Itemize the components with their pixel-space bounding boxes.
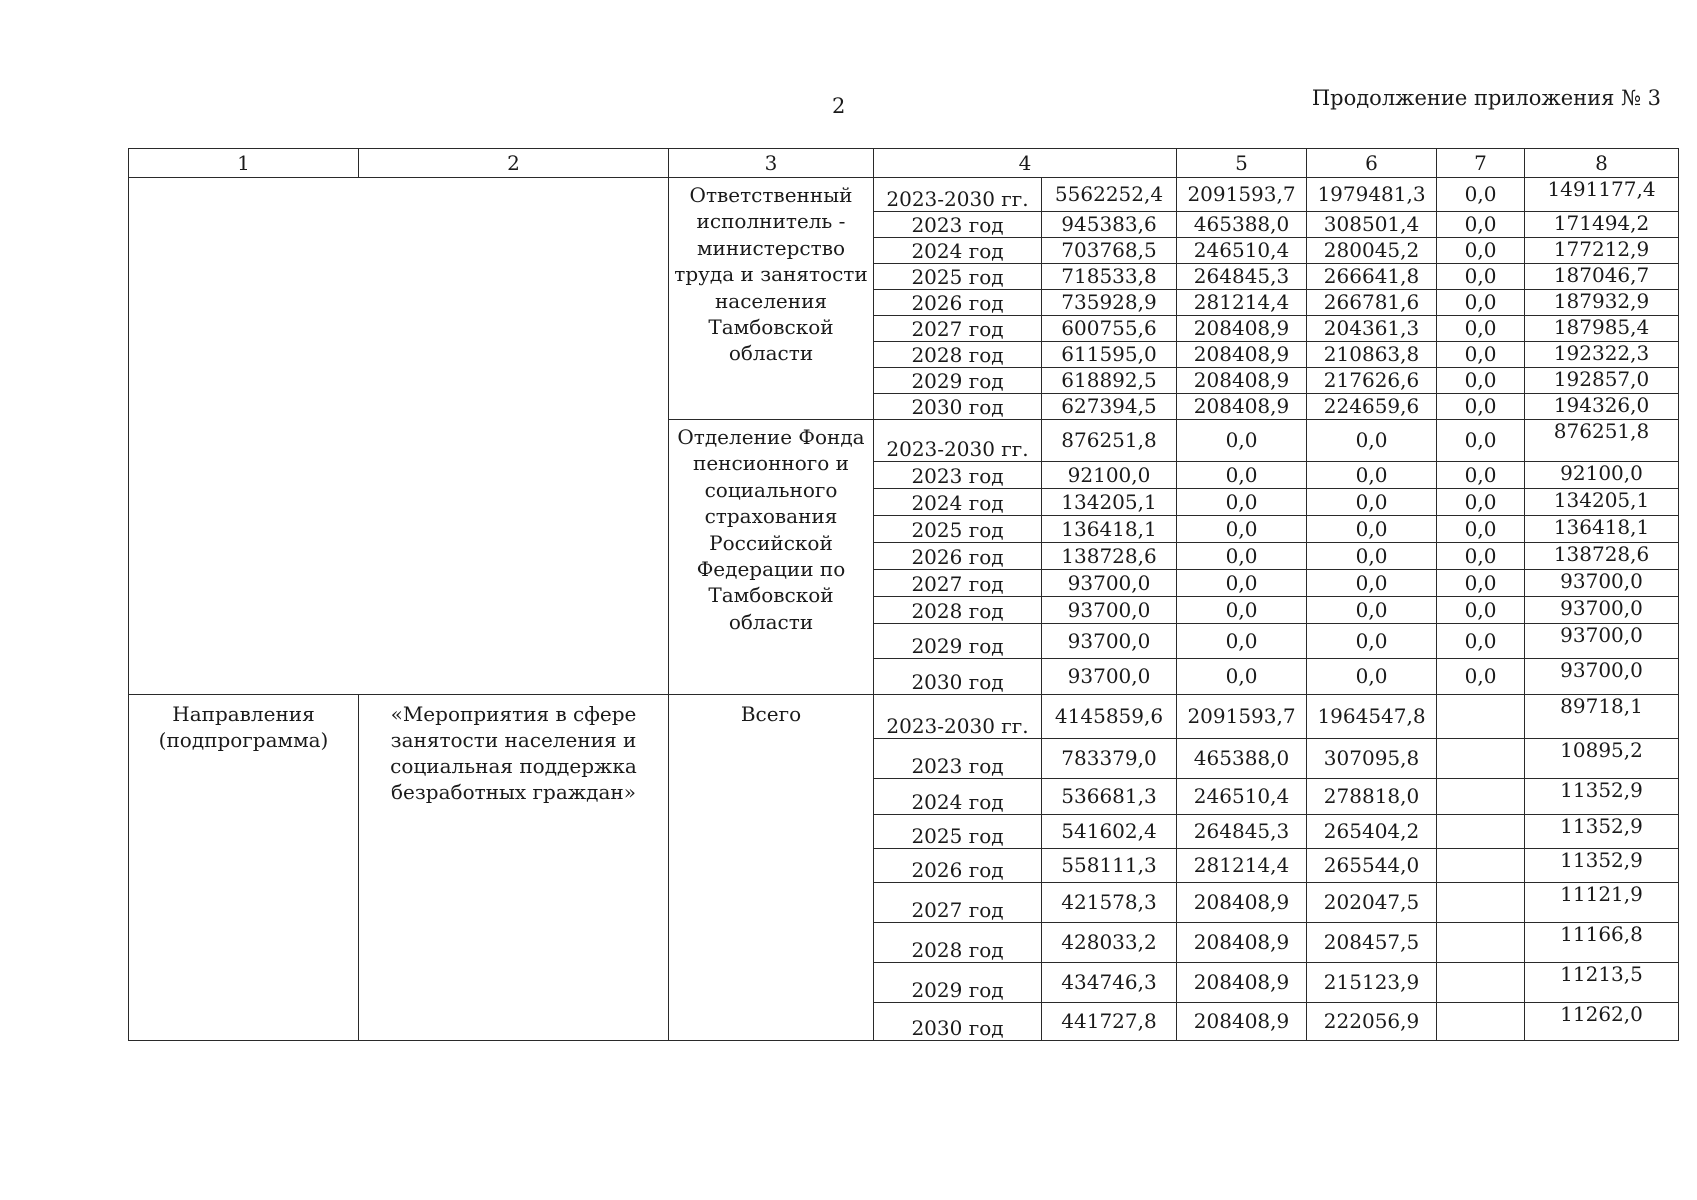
value-cell-col-5: 208408,9 (1177, 923, 1307, 963)
value-cell-col-6: 280045,2 (1307, 238, 1437, 264)
value-cell-col-7: 0,0 (1437, 394, 1525, 420)
period-cell: 2024 год (874, 779, 1042, 815)
value-cell-col-4: 421578,3 (1042, 883, 1177, 923)
column-header-7: 7 (1437, 149, 1525, 178)
period-cell: 2029 год (874, 368, 1042, 394)
value-cell-col-7: 0,0 (1437, 290, 1525, 316)
value-cell-col-4: 876251,8 (1042, 420, 1177, 462)
value-cell-col-4: 945383,6 (1042, 212, 1177, 238)
value-cell-col-8: 194326,0 (1525, 394, 1679, 420)
value-cell-col-7 (1437, 849, 1525, 883)
period-cell: 2027 год (874, 316, 1042, 342)
period-cell: 2030 год (874, 659, 1042, 695)
value-cell-col-6: 0,0 (1307, 570, 1437, 597)
value-cell-col-4: 541602,4 (1042, 815, 1177, 849)
period-cell: 2023-2030 гг. (874, 695, 1042, 739)
funding-table (128, 148, 1679, 1041)
value-cell-col-7 (1437, 883, 1525, 923)
value-cell-col-4: 428033,2 (1042, 923, 1177, 963)
page-number: 2 (832, 94, 846, 118)
subprogram-total-label-cell: Всего (669, 695, 874, 1041)
column-header-6: 6 (1307, 149, 1437, 178)
value-cell-col-4: 735928,9 (1042, 290, 1177, 316)
period-cell: 2024 год (874, 238, 1042, 264)
value-cell-col-7: 0,0 (1437, 178, 1525, 212)
period-cell: 2023-2030 гг. (874, 178, 1042, 212)
value-cell-col-5: 465388,0 (1177, 739, 1307, 779)
value-cell-col-7: 0,0 (1437, 597, 1525, 624)
value-cell-col-5: 208408,9 (1177, 883, 1307, 923)
value-cell-col-7: 0,0 (1437, 543, 1525, 570)
value-cell-col-8: 89718,1 (1525, 695, 1679, 739)
value-cell-col-7: 0,0 (1437, 659, 1525, 695)
table-body (129, 178, 1679, 1041)
period-cell: 2026 год (874, 290, 1042, 316)
value-cell-col-5: 0,0 (1177, 543, 1307, 570)
value-cell-col-6: 0,0 (1307, 489, 1437, 516)
value-cell-col-6: 217626,6 (1307, 368, 1437, 394)
column-header-1: 1 (129, 149, 359, 178)
value-cell-col-5: 465388,0 (1177, 212, 1307, 238)
funding-table-wrapper (128, 148, 1678, 1041)
value-cell-col-7: 0,0 (1437, 462, 1525, 489)
value-cell-col-8: 93700,0 (1525, 624, 1679, 659)
value-cell-col-7 (1437, 695, 1525, 739)
column-header-3: 3 (669, 149, 874, 178)
period-cell: 2025 год (874, 815, 1042, 849)
value-cell-col-7: 0,0 (1437, 624, 1525, 659)
value-cell-col-8: 11352,9 (1525, 779, 1679, 815)
value-cell-col-6: 0,0 (1307, 597, 1437, 624)
value-cell-col-6: 224659,6 (1307, 394, 1437, 420)
value-cell-col-6: 222056,9 (1307, 1003, 1437, 1041)
column-header-8: 8 (1525, 149, 1679, 178)
value-cell-col-8: 177212,9 (1525, 238, 1679, 264)
value-cell-col-5: 208408,9 (1177, 394, 1307, 420)
value-cell-col-6: 0,0 (1307, 659, 1437, 695)
value-cell-col-6: 208457,5 (1307, 923, 1437, 963)
value-cell-col-8: 187985,4 (1525, 316, 1679, 342)
value-cell-col-5: 208408,9 (1177, 1003, 1307, 1041)
value-cell-col-5: 246510,4 (1177, 779, 1307, 815)
value-cell-col-4: 93700,0 (1042, 659, 1177, 695)
period-cell: 2030 год (874, 394, 1042, 420)
value-cell-col-4: 92100,0 (1042, 462, 1177, 489)
value-cell-col-5: 2091593,7 (1177, 695, 1307, 739)
period-cell: 2023 год (874, 462, 1042, 489)
table-row (129, 695, 1679, 739)
value-cell-col-8: 192857,0 (1525, 368, 1679, 394)
value-cell-col-8: 93700,0 (1525, 659, 1679, 695)
subprogram-direction-cell: Направления (подпрограмма) (129, 695, 359, 1041)
period-cell: 2023-2030 гг. (874, 420, 1042, 462)
value-cell-col-8: 11166,8 (1525, 923, 1679, 963)
value-cell-col-6: 202047,5 (1307, 883, 1437, 923)
value-cell-col-8: 11352,9 (1525, 849, 1679, 883)
value-cell-col-7: 0,0 (1437, 489, 1525, 516)
value-cell-col-8: 11213,5 (1525, 963, 1679, 1003)
period-cell: 2029 год (874, 624, 1042, 659)
value-cell-col-4: 93700,0 (1042, 624, 1177, 659)
value-cell-col-8: 11262,0 (1525, 1003, 1679, 1041)
value-cell-col-8: 11352,9 (1525, 815, 1679, 849)
value-cell-col-4: 627394,5 (1042, 394, 1177, 420)
value-cell-col-4: 93700,0 (1042, 597, 1177, 624)
value-cell-col-7 (1437, 1003, 1525, 1041)
value-cell-col-5: 0,0 (1177, 597, 1307, 624)
value-cell-col-4: 441727,8 (1042, 1003, 1177, 1041)
value-cell-col-5: 246510,4 (1177, 238, 1307, 264)
value-cell-col-7: 0,0 (1437, 368, 1525, 394)
value-cell-col-5: 281214,4 (1177, 290, 1307, 316)
value-cell-col-6: 0,0 (1307, 462, 1437, 489)
value-cell-col-7 (1437, 923, 1525, 963)
period-cell: 2027 год (874, 570, 1042, 597)
value-cell-col-5: 0,0 (1177, 462, 1307, 489)
value-cell-col-6: 278818,0 (1307, 779, 1437, 815)
column-number-header-row (129, 149, 1679, 178)
value-cell-col-8: 876251,8 (1525, 420, 1679, 462)
column-header-5: 5 (1177, 149, 1307, 178)
value-cell-col-6: 1964547,8 (1307, 695, 1437, 739)
value-cell-col-8: 134205,1 (1525, 489, 1679, 516)
value-cell-col-7: 0,0 (1437, 342, 1525, 368)
value-cell-col-6: 265544,0 (1307, 849, 1437, 883)
table-row (129, 178, 1679, 212)
value-cell-col-5: 208408,9 (1177, 368, 1307, 394)
value-cell-col-8: 92100,0 (1525, 462, 1679, 489)
value-cell-col-4: 718533,8 (1042, 264, 1177, 290)
value-cell-col-4: 434746,3 (1042, 963, 1177, 1003)
value-cell-col-7 (1437, 815, 1525, 849)
period-cell: 2025 год (874, 516, 1042, 543)
period-cell: 2028 год (874, 342, 1042, 368)
value-cell-col-6: 265404,2 (1307, 815, 1437, 849)
value-cell-col-6: 0,0 (1307, 624, 1437, 659)
value-cell-col-6: 1979481,3 (1307, 178, 1437, 212)
value-cell-col-8: 192322,3 (1525, 342, 1679, 368)
value-cell-col-4: 93700,0 (1042, 570, 1177, 597)
value-cell-col-5: 281214,4 (1177, 849, 1307, 883)
value-cell-col-6: 210863,8 (1307, 342, 1437, 368)
value-cell-col-7: 0,0 (1437, 212, 1525, 238)
column-header-4: 4 (874, 149, 1177, 178)
value-cell-col-7: 0,0 (1437, 264, 1525, 290)
value-cell-col-6: 215123,9 (1307, 963, 1437, 1003)
value-cell-col-4: 618892,5 (1042, 368, 1177, 394)
value-cell-col-4: 134205,1 (1042, 489, 1177, 516)
value-cell-col-5: 208408,9 (1177, 342, 1307, 368)
value-cell-col-8: 138728,6 (1525, 543, 1679, 570)
period-cell: 2023 год (874, 212, 1042, 238)
value-cell-col-7 (1437, 739, 1525, 779)
period-cell: 2026 год (874, 849, 1042, 883)
period-cell: 2026 год (874, 543, 1042, 570)
value-cell-col-8: 187932,9 (1525, 290, 1679, 316)
value-cell-col-5: 2091593,7 (1177, 178, 1307, 212)
period-cell: 2028 год (874, 597, 1042, 624)
period-cell: 2023 год (874, 739, 1042, 779)
empty-merged-cell (129, 178, 669, 695)
value-cell-col-6: 308501,4 (1307, 212, 1437, 238)
value-cell-col-5: 0,0 (1177, 420, 1307, 462)
value-cell-col-4: 536681,3 (1042, 779, 1177, 815)
value-cell-col-8: 187046,7 (1525, 264, 1679, 290)
value-cell-col-7: 0,0 (1437, 570, 1525, 597)
value-cell-col-6: 307095,8 (1307, 739, 1437, 779)
value-cell-col-8: 93700,0 (1525, 597, 1679, 624)
value-cell-col-6: 0,0 (1307, 420, 1437, 462)
period-cell: 2030 год (874, 1003, 1042, 1041)
value-cell-col-4: 4145859,6 (1042, 695, 1177, 739)
value-cell-col-5: 0,0 (1177, 570, 1307, 597)
value-cell-col-5: 208408,9 (1177, 963, 1307, 1003)
value-cell-col-6: 0,0 (1307, 516, 1437, 543)
value-cell-col-6: 204361,3 (1307, 316, 1437, 342)
value-cell-col-4: 138728,6 (1042, 543, 1177, 570)
period-cell: 2024 год (874, 489, 1042, 516)
value-cell-col-5: 208408,9 (1177, 316, 1307, 342)
value-cell-col-8: 11121,9 (1525, 883, 1679, 923)
value-cell-col-7 (1437, 779, 1525, 815)
value-cell-col-7: 0,0 (1437, 420, 1525, 462)
subprogram-name-cell: «Мероприятия в сфере занятости населения и социальная поддержка безработных граждан» (359, 695, 669, 1041)
value-cell-col-7: 0,0 (1437, 238, 1525, 264)
value-cell-col-6: 266641,8 (1307, 264, 1437, 290)
value-cell-col-4: 5562252,4 (1042, 178, 1177, 212)
value-cell-col-8: 10895,2 (1525, 739, 1679, 779)
value-cell-col-5: 0,0 (1177, 624, 1307, 659)
value-cell-col-4: 783379,0 (1042, 739, 1177, 779)
value-cell-col-4: 558111,3 (1042, 849, 1177, 883)
pension-fund-cell: Отделение Фонда пенсионного и социального страхования Российской Федерации по Тамбовской области (669, 420, 874, 695)
value-cell-col-4: 600755,6 (1042, 316, 1177, 342)
value-cell-col-7: 0,0 (1437, 316, 1525, 342)
value-cell-col-8: 136418,1 (1525, 516, 1679, 543)
period-cell: 2025 год (874, 264, 1042, 290)
value-cell-col-4: 703768,5 (1042, 238, 1177, 264)
appendix-continuation-note: Продолжение приложения № 3 (1311, 86, 1661, 110)
period-cell: 2029 год (874, 963, 1042, 1003)
value-cell-col-6: 266781,6 (1307, 290, 1437, 316)
value-cell-col-4: 136418,1 (1042, 516, 1177, 543)
value-cell-col-8: 93700,0 (1525, 570, 1679, 597)
value-cell-col-4: 611595,0 (1042, 342, 1177, 368)
value-cell-col-5: 0,0 (1177, 489, 1307, 516)
responsible-executor-cell: Ответственный исполнитель - министерство труда и занятости населения Тамбовской области (669, 178, 874, 420)
value-cell-col-7: 0,0 (1437, 516, 1525, 543)
value-cell-col-6: 0,0 (1307, 543, 1437, 570)
period-cell: 2028 год (874, 923, 1042, 963)
column-header-2: 2 (359, 149, 669, 178)
period-cell: 2027 год (874, 883, 1042, 923)
value-cell-col-7 (1437, 963, 1525, 1003)
value-cell-col-5: 264845,3 (1177, 815, 1307, 849)
value-cell-col-5: 0,0 (1177, 659, 1307, 695)
value-cell-col-8: 1491177,4 (1525, 178, 1679, 212)
value-cell-col-5: 264845,3 (1177, 264, 1307, 290)
value-cell-col-5: 0,0 (1177, 516, 1307, 543)
value-cell-col-8: 171494,2 (1525, 212, 1679, 238)
